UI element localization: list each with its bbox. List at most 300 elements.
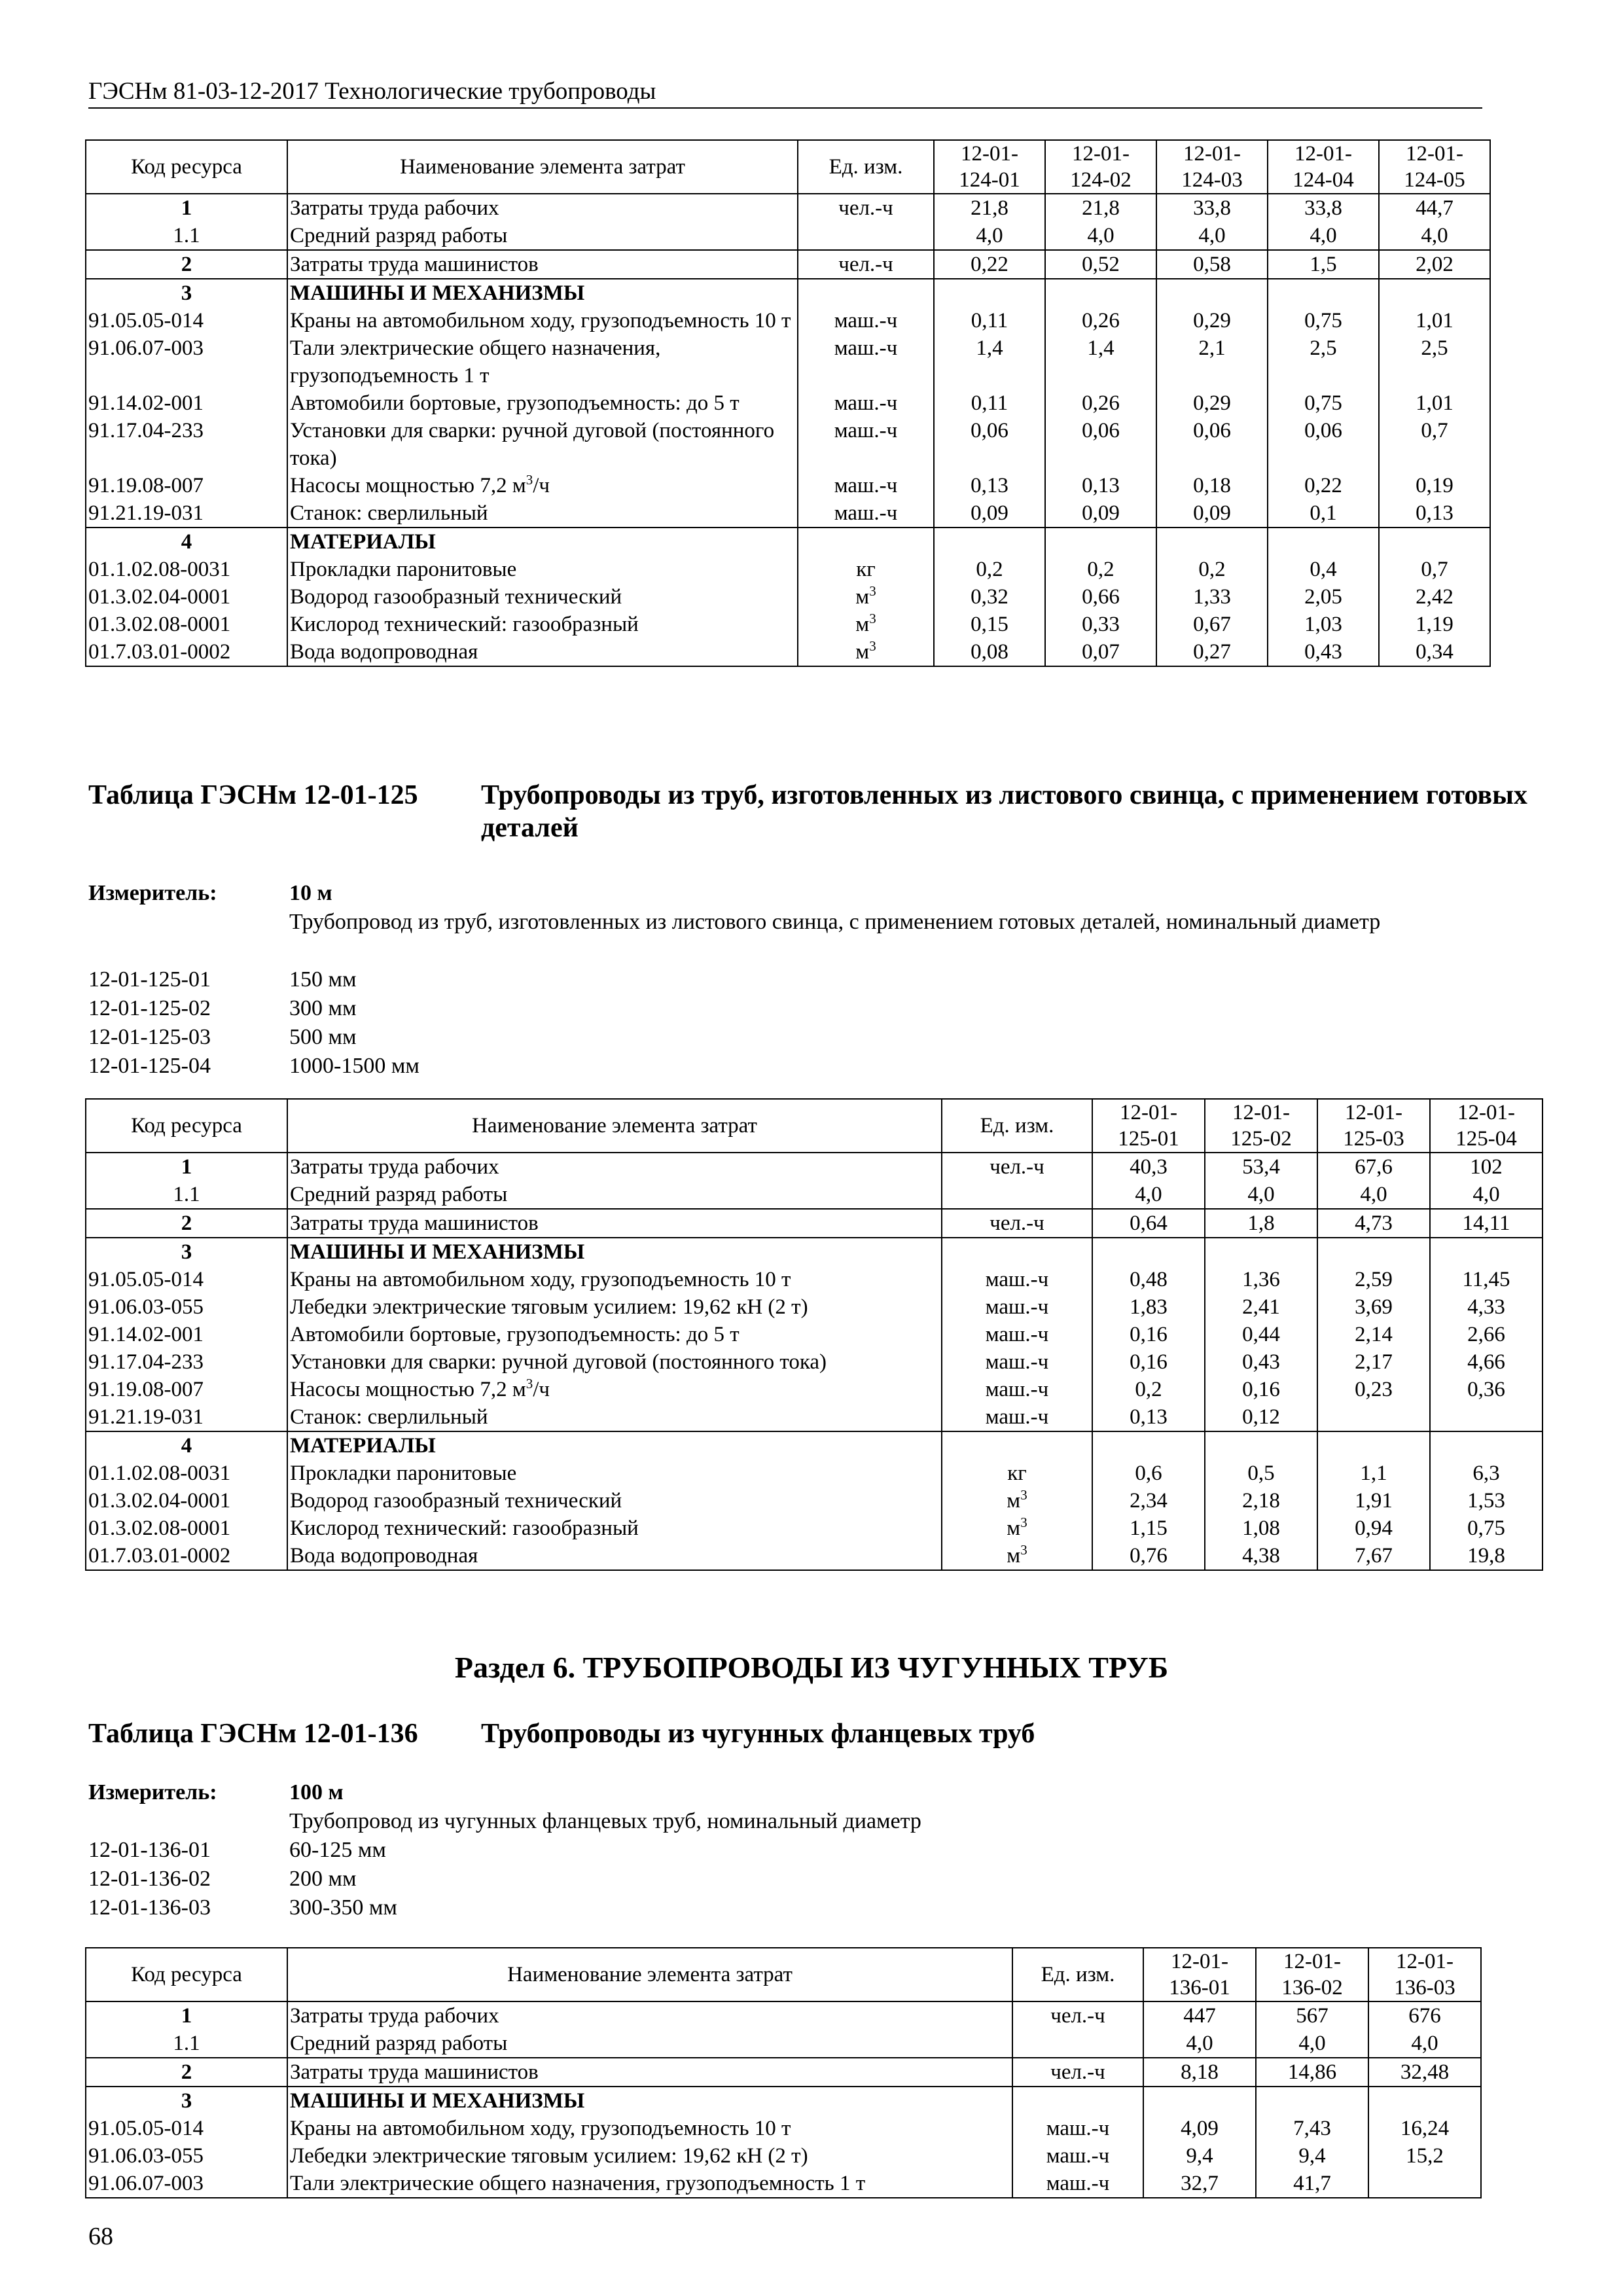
resource-code: 4 (86, 528, 287, 556)
table-row (86, 2030, 1481, 2058)
norm-value: 447 (1143, 2001, 1256, 2030)
norm-value (934, 528, 1045, 556)
resource-unit (942, 1181, 1092, 1209)
resource-code: 01.7.03.01-0002 (86, 1542, 287, 1570)
norm-value: 0,64 (1092, 1209, 1205, 1238)
resource-unit: маш.-ч (942, 1376, 1092, 1403)
norm-diameter: 300 мм (289, 996, 357, 1020)
norm-value: 7,67 (1317, 1542, 1430, 1570)
norm-value (1430, 1431, 1543, 1460)
norm-value: 0,4 (1268, 556, 1379, 583)
norm-value: 4,0 (1379, 222, 1490, 250)
norm-item (88, 1865, 1482, 1893)
measure-block-136 (88, 1778, 1482, 1922)
norm-value: 0,43 (1205, 1348, 1317, 1376)
norm-value: 3,69 (1317, 1293, 1430, 1321)
resource-name: МАТЕРИАЛЫ (287, 1431, 942, 1460)
resource-code: 91.06.07-003 (86, 334, 287, 389)
table-row (86, 2058, 1481, 2087)
norm-value: 1,08 (1205, 1515, 1317, 1542)
resource-unit (942, 1431, 1092, 1460)
norm-value (1379, 279, 1490, 307)
norm-value (1045, 528, 1156, 556)
resource-code: 01.3.02.04-0001 (86, 1487, 287, 1515)
header-unit: Ед. изм. (1012, 1948, 1143, 2001)
resource-code: 1.1 (86, 1181, 287, 1209)
norm-value: 567 (1256, 2001, 1368, 2030)
resource-unit: маш.-ч (798, 334, 934, 389)
norm-value: 4,0 (1430, 1181, 1543, 1209)
norm-value: 0,11 (934, 389, 1045, 417)
resource-code: 3 (86, 1238, 287, 1266)
resource-name: Средний разряд работы (287, 1181, 942, 1209)
resource-name: Краны на автомобильном ходу, грузоподъемность 10 т (287, 2115, 1012, 2142)
norm-value: 4,0 (1205, 1181, 1317, 1209)
header-norm-code: 12-01- 136-02 (1256, 1948, 1368, 2001)
resource-unit: чел.-ч (798, 194, 934, 222)
norm-value: 1,4 (1045, 334, 1156, 389)
resource-unit (798, 528, 934, 556)
resource-unit: $м^3$ (942, 1487, 1092, 1515)
resource-code: 1 (86, 2001, 287, 2030)
norm-value: 2,17 (1317, 1348, 1430, 1376)
norm-value: 0,76 (1092, 1542, 1205, 1570)
norm-value: 21,8 (1045, 194, 1156, 222)
resource-name: Вода водопроводная (287, 638, 798, 666)
norm-value: 14,11 (1430, 1209, 1543, 1238)
resource-unit: $м^3$ (942, 1542, 1092, 1570)
resource-name: Прокладки паронитовые (287, 556, 798, 583)
norm-value: 6,3 (1430, 1460, 1543, 1487)
table-row (86, 1515, 1543, 1542)
table-row (86, 1348, 1543, 1376)
resource-name: МАШИНЫ И МЕХАНИЗМЫ (287, 279, 798, 307)
measure-description: Трубопровод из труб, изготовленных из листового свинца, с применением готовых деталей, номинальный диаметр (289, 910, 1381, 934)
norm-value: 33,8 (1268, 194, 1379, 222)
resource-name: Прокладки паронитовые (287, 1460, 942, 1487)
header-name: Наименование элемента затрат (287, 1099, 942, 1153)
resource-code: 3 (86, 2087, 287, 2115)
table-row (86, 1431, 1543, 1460)
norm-value: 32,7 (1143, 2170, 1256, 2198)
resource-code: 01.3.02.08-0001 (86, 611, 287, 638)
resource-code: 91.19.08-007 (86, 1376, 287, 1403)
norm-value: 0,29 (1156, 307, 1268, 334)
norm-value (1368, 2087, 1481, 2115)
norm-value: 16,24 (1368, 2115, 1481, 2142)
norm-value: 4,0 (1317, 1181, 1430, 1209)
header-norm-code: 12-01- 125-04 (1430, 1099, 1543, 1153)
norm-value: 0,08 (934, 638, 1045, 666)
resource-name: Кислород технический: газообразный (287, 1515, 942, 1542)
table-row (86, 2170, 1481, 2198)
header-norm-code: 12-01- 124-04 (1268, 140, 1379, 194)
resource-unit (1012, 2030, 1143, 2058)
resource-unit: маш.-ч (942, 1348, 1092, 1376)
table-row (86, 1153, 1543, 1181)
norm-value: 1,15 (1092, 1515, 1205, 1542)
norm-value: 1,03 (1268, 611, 1379, 638)
norm-value: 4,66 (1430, 1348, 1543, 1376)
measure-label: Измеритель: (88, 1780, 217, 1804)
norm-value (1379, 528, 1490, 556)
resource-name: Средний разряд работы (287, 2030, 1012, 2058)
table-row (86, 1321, 1543, 1348)
table-header-row (86, 1099, 1543, 1153)
header-norm-code: 12-01- 125-02 (1205, 1099, 1317, 1153)
norm-item (88, 994, 1482, 1023)
norm-value: 0,75 (1430, 1515, 1543, 1542)
resource-name: Затраты труда машинистов (287, 1209, 942, 1238)
table-row (86, 1209, 1543, 1238)
resource-name: Тали электрические общего назначения, грузоподъемность 1 т (287, 2170, 1012, 2198)
norm-value: 9,4 (1143, 2142, 1256, 2170)
header-norm-code: 12-01- 124-01 (934, 140, 1045, 194)
norm-value: 0,66 (1045, 583, 1156, 611)
norm-value: 4,33 (1430, 1293, 1543, 1321)
resource-unit: $м^3$ (798, 611, 934, 638)
measure-row (88, 1778, 1482, 1807)
resource-name: Кислород технический: газообразный (287, 611, 798, 638)
resource-code: 1 (86, 194, 287, 222)
header-unit: Ед. изм. (942, 1099, 1092, 1153)
norm-value (1045, 279, 1156, 307)
resource-unit: маш.-ч (1012, 2142, 1143, 2170)
norm-value: 0,67 (1156, 611, 1268, 638)
norm-value: 32,48 (1368, 2058, 1481, 2087)
resource-name: Автомобили бортовые, грузоподъемность: до 5 т (287, 1321, 942, 1348)
norm-value: 102 (1430, 1153, 1543, 1181)
norm-value: 0,2 (1092, 1376, 1205, 1403)
resource-code: 91.21.19-031 (86, 1403, 287, 1431)
resource-name: Станок: сверлильный (287, 499, 798, 528)
resource-unit: кг (798, 556, 934, 583)
measure-value: 10 м (289, 881, 332, 905)
norm-value: 2,5 (1268, 334, 1379, 389)
resource-table-124 (85, 139, 1491, 667)
resource-name: Лебедки электрические тяговым усилием: 19,62 кН (2 т) (287, 2142, 1012, 2170)
header-norm-code: 12-01- 124-02 (1045, 140, 1156, 194)
norm-value (1256, 2087, 1368, 2115)
resource-code: 91.05.05-014 (86, 1266, 287, 1293)
resource-unit: маш.-ч (942, 1266, 1092, 1293)
resource-code: 91.17.04-233 (86, 1348, 287, 1376)
table-row (86, 499, 1490, 528)
norm-value: 0,36 (1430, 1376, 1543, 1403)
norm-value: 1,5 (1268, 250, 1379, 279)
resource-name: Затраты труда рабочих (287, 1153, 942, 1181)
header-code: Код ресурса (86, 1948, 287, 2001)
measure-label: Измеритель: (88, 881, 217, 905)
resource-unit: маш.-ч (1012, 2115, 1143, 2142)
table-title-label: Таблица ГЭСНм 12-01-136 (88, 1719, 418, 1749)
norm-value: 7,43 (1256, 2115, 1368, 2142)
table-row (86, 638, 1490, 666)
resource-code: 91.19.08-007 (86, 472, 287, 499)
resource-name: Затраты труда рабочих (287, 2001, 1012, 2030)
resource-name: Средний разряд работы (287, 222, 798, 250)
table-row (86, 1266, 1543, 1293)
norm-code: 12-01-136-03 (88, 1895, 211, 1920)
table-row (86, 389, 1490, 417)
norm-value: 2,02 (1379, 250, 1490, 279)
norm-value: 0,09 (1045, 499, 1156, 528)
table-row (86, 1293, 1543, 1321)
resource-code: 01.1.02.08-0031 (86, 1460, 287, 1487)
table-row (86, 611, 1490, 638)
norm-value: 0,16 (1092, 1348, 1205, 1376)
resource-code: 91.14.02-001 (86, 1321, 287, 1348)
norm-value: 0,94 (1317, 1515, 1430, 1542)
norm-value (1143, 2087, 1256, 2115)
table-row (86, 250, 1490, 279)
norm-value: 4,0 (1092, 1181, 1205, 1209)
resource-unit (942, 1238, 1092, 1266)
header-norm-code: 12-01- 124-05 (1379, 140, 1490, 194)
header-norm-code: 12-01- 136-01 (1143, 1948, 1256, 2001)
norm-value: 1,83 (1092, 1293, 1205, 1321)
norm-value: 8,18 (1143, 2058, 1256, 2087)
norm-diameter: 1000-1500 мм (289, 1054, 419, 1078)
page-number: 68 (88, 2223, 113, 2250)
norm-diameter: 300-350 мм (289, 1895, 397, 1920)
table-title-text: Трубопроводы из чугунных фланцевых труб (481, 1719, 1035, 1749)
norm-value: 0,16 (1205, 1376, 1317, 1403)
table-row (86, 194, 1490, 222)
norm-value (1430, 1403, 1543, 1431)
table-title-label: Таблица ГЭСНм 12-01-125 (88, 780, 418, 810)
norm-value: 0,2 (1156, 556, 1268, 583)
norm-value: 0,75 (1268, 389, 1379, 417)
norm-value: 0,2 (934, 556, 1045, 583)
norm-value (1205, 1431, 1317, 1460)
resource-unit: чел.-ч (798, 250, 934, 279)
resource-code: 3 (86, 279, 287, 307)
norm-value: 2,41 (1205, 1293, 1317, 1321)
resource-unit: чел.-ч (1012, 2001, 1143, 2030)
resource-name: Насосы мощностью 7,2 $м^3/ч$ (287, 472, 798, 499)
resource-name: МАШИНЫ И МЕХАНИЗМЫ (287, 2087, 1012, 2115)
resource-code: 1 (86, 1153, 287, 1181)
norm-value: 0,13 (1092, 1403, 1205, 1431)
resource-code: 01.1.02.08-0031 (86, 556, 287, 583)
norm-item (88, 1893, 1482, 1922)
table-row (86, 279, 1490, 307)
table-row (86, 1542, 1543, 1570)
norm-value: 0,12 (1205, 1403, 1317, 1431)
norm-value: 0,09 (1156, 499, 1268, 528)
norm-value: 41,7 (1256, 2170, 1368, 2198)
norm-value: 0,75 (1268, 307, 1379, 334)
resource-code: 91.14.02-001 (86, 389, 287, 417)
norm-value (1268, 279, 1379, 307)
norm-value: 0,43 (1268, 638, 1379, 666)
norm-item (88, 1836, 1482, 1865)
table-row (86, 417, 1490, 472)
norm-value: 0,44 (1205, 1321, 1317, 1348)
resource-unit: $м^3$ (798, 583, 934, 611)
norm-value (1317, 1238, 1430, 1266)
norm-code: 12-01-125-03 (88, 1025, 211, 1049)
resource-unit: чел.-ч (942, 1209, 1092, 1238)
norm-value: 0,7 (1379, 417, 1490, 472)
table-row (86, 1403, 1543, 1431)
resource-unit (798, 279, 934, 307)
table-header-row (86, 140, 1490, 194)
header-norm-code: 12-01- 125-01 (1092, 1099, 1205, 1153)
norm-value: 0,09 (934, 499, 1045, 528)
norm-value: 4,0 (1268, 222, 1379, 250)
resource-name: Вода водопроводная (287, 1542, 942, 1570)
norm-value: 0,23 (1317, 1376, 1430, 1403)
norm-value: 0,26 (1045, 307, 1156, 334)
norm-value (1368, 2170, 1481, 2198)
norm-value: 0,18 (1156, 472, 1268, 499)
norm-value: 0,06 (1156, 417, 1268, 472)
norm-value (1317, 1431, 1430, 1460)
resource-name: Станок: сверлильный (287, 1403, 942, 1431)
norm-value: 2,66 (1430, 1321, 1543, 1348)
norm-value: 0,27 (1156, 638, 1268, 666)
norm-value: 4,38 (1205, 1542, 1317, 1570)
table-row (86, 472, 1490, 499)
norm-value: 1,19 (1379, 611, 1490, 638)
norm-value: 4,0 (1256, 2030, 1368, 2058)
resource-code: 01.3.02.08-0001 (86, 1515, 287, 1542)
norm-item (88, 1052, 1482, 1081)
table-row (86, 528, 1490, 556)
norm-value: 0,32 (934, 583, 1045, 611)
header-unit: Ед. изм. (798, 140, 934, 194)
norm-value: 0,5 (1205, 1460, 1317, 1487)
norm-value (1317, 1403, 1430, 1431)
norm-value (1092, 1431, 1205, 1460)
resource-name: Водород газообразный технический (287, 1487, 942, 1515)
measure-description-row (88, 1807, 1482, 1836)
resource-name: Краны на автомобильном ходу, грузоподъемность 10 т (287, 1266, 942, 1293)
norm-diameter: 500 мм (289, 1025, 357, 1049)
norm-code: 12-01-136-01 (88, 1838, 211, 1862)
resource-name: Затраты труда машинистов (287, 250, 798, 279)
header-name: Наименование элемента затрат (287, 140, 798, 194)
resource-name: Установки для сварки: ручной дуговой (постоянного тока) (287, 417, 798, 472)
norm-value: 2,05 (1268, 583, 1379, 611)
resource-name: Автомобили бортовые, грузоподъемность: до 5 т (287, 389, 798, 417)
norm-value: 0,6 (1092, 1460, 1205, 1487)
norm-value (934, 279, 1045, 307)
norm-value: 1,91 (1317, 1487, 1430, 1515)
table-row (86, 222, 1490, 250)
norm-value: 2,59 (1317, 1266, 1430, 1293)
resource-name: Насосы мощностью 7,2 $м^3/ч$ (287, 1376, 942, 1403)
norm-item (88, 965, 1482, 994)
resource-code: 01.7.03.01-0002 (86, 638, 287, 666)
resource-unit: маш.-ч (942, 1293, 1092, 1321)
norm-value: 0,2 (1045, 556, 1156, 583)
resource-code: 2 (86, 2058, 287, 2087)
norm-value: 2,34 (1092, 1487, 1205, 1515)
resource-unit: маш.-ч (798, 472, 934, 499)
resource-unit: маш.-ч (798, 389, 934, 417)
resource-code: 91.06.07-003 (86, 2170, 287, 2198)
norm-diameter: 150 мм (289, 967, 357, 992)
norm-value: 33,8 (1156, 194, 1268, 222)
resource-name: Тали электрические общего назначения, грузоподъемность 1 т (287, 334, 798, 389)
resource-name: МАШИНЫ И МЕХАНИЗМЫ (287, 1238, 942, 1266)
table-row (86, 583, 1490, 611)
norm-value: 0,1 (1268, 499, 1379, 528)
norm-code: 12-01-125-02 (88, 996, 211, 1020)
running-header: ГЭСНм 81-03-12-2017 Технологические трубопроводы (88, 77, 1482, 109)
norm-value (1205, 1238, 1317, 1266)
resource-table-136 (85, 1947, 1482, 2198)
norm-value: 0,11 (934, 307, 1045, 334)
norm-value: 2,18 (1205, 1487, 1317, 1515)
header-norm-code: 12-01- 124-03 (1156, 140, 1268, 194)
resource-unit: $м^3$ (798, 638, 934, 666)
norm-value: 0,22 (1268, 472, 1379, 499)
norm-value: 0,33 (1045, 611, 1156, 638)
resource-name: Лебедки электрические тяговым усилием: 19,62 кН (2 т) (287, 1293, 942, 1321)
norm-diameter: 60-125 мм (289, 1838, 386, 1862)
table-row (86, 2142, 1481, 2170)
table-row (86, 307, 1490, 334)
resource-code: 91.06.03-055 (86, 2142, 287, 2170)
norm-value (1268, 528, 1379, 556)
resource-unit: маш.-ч (942, 1403, 1092, 1431)
resource-unit (1012, 2087, 1143, 2115)
norm-value: 1,53 (1430, 1487, 1543, 1515)
measure-value: 100 м (289, 1780, 344, 1804)
norm-value: 0,7 (1379, 556, 1490, 583)
norm-value: 0,06 (934, 417, 1045, 472)
table-row (86, 1376, 1543, 1403)
table-row (86, 1487, 1543, 1515)
norm-value: 2,5 (1379, 334, 1490, 389)
norm-value: 1,36 (1205, 1266, 1317, 1293)
resource-code: 2 (86, 250, 287, 279)
norm-value: 1,4 (934, 334, 1045, 389)
norm-value: 0,19 (1379, 472, 1490, 499)
norm-value: 1,01 (1379, 307, 1490, 334)
table-row (86, 1460, 1543, 1487)
table-row (86, 2087, 1481, 2115)
table-header-row (86, 1948, 1481, 2001)
norm-code: 12-01-125-04 (88, 1054, 211, 1078)
measure-block-125 (88, 879, 1482, 1081)
table-row (86, 556, 1490, 583)
header-code: Код ресурса (86, 1099, 287, 1153)
norm-value (1430, 1238, 1543, 1266)
resource-name: Установки для сварки: ручной дуговой (постоянного тока) (287, 1348, 942, 1376)
norm-value: 40,3 (1092, 1153, 1205, 1181)
norm-value: 0,06 (1045, 417, 1156, 472)
norm-value: 0,13 (1379, 499, 1490, 528)
header-norm-code: 12-01- 136-03 (1368, 1948, 1481, 2001)
norm-value: 11,45 (1430, 1266, 1543, 1293)
resource-unit: чел.-ч (1012, 2058, 1143, 2087)
resource-code: 4 (86, 1431, 287, 1460)
resource-unit: $м^3$ (942, 1515, 1092, 1542)
norm-value: 0,29 (1156, 389, 1268, 417)
resource-code: 91.05.05-014 (86, 2115, 287, 2142)
norm-value: 14,86 (1256, 2058, 1368, 2087)
norm-value: 4,0 (1143, 2030, 1256, 2058)
norm-value: 67,6 (1317, 1153, 1430, 1181)
header-code: Код ресурса (86, 140, 287, 194)
norm-value: 0,58 (1156, 250, 1268, 279)
norm-value: 9,4 (1256, 2142, 1368, 2170)
